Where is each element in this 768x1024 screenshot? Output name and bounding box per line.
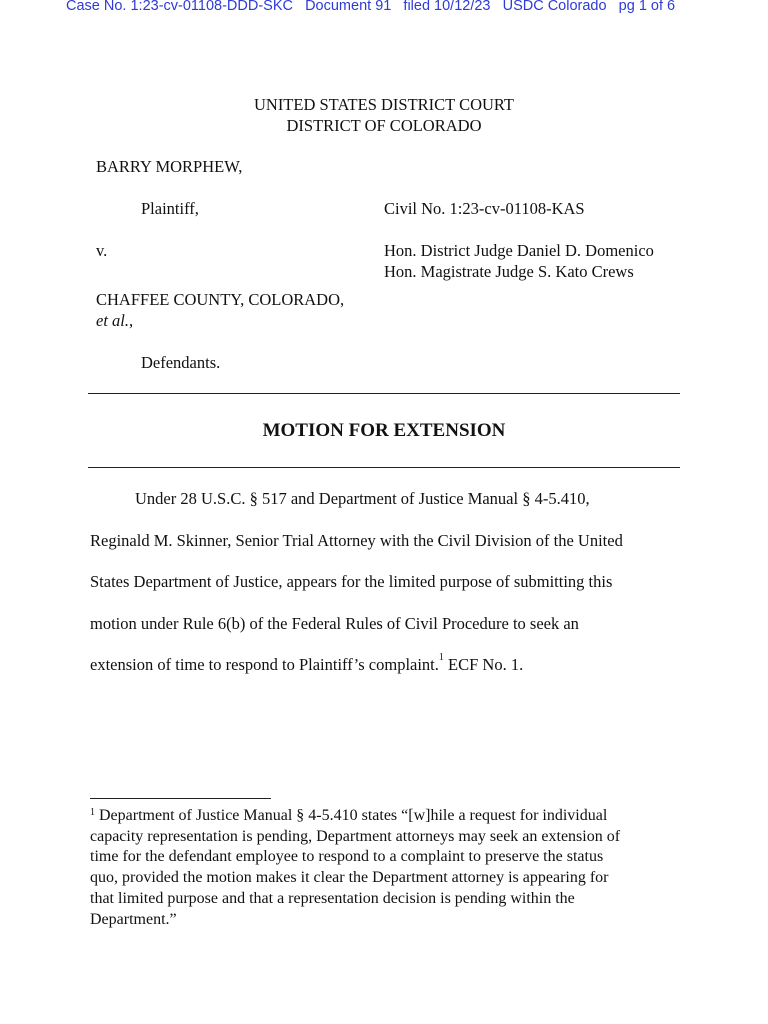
defendant-role: Defendants. (141, 353, 221, 372)
body-line-5-text: extension of time to respond to Plaintiff’s complaint. (90, 655, 439, 674)
defendant-name: CHAFFEE COUNTY, COLORADO, (96, 290, 345, 309)
versus: v. (96, 241, 108, 260)
civil-number: Civil No. 1:23-cv-01108-KAS (384, 199, 585, 218)
body-line-3: States Department of Justice, appears for the limited purpose of submitting this (90, 572, 613, 591)
case-number: Case No. 1:23-cv-01108-DDD-SKC (66, 0, 293, 14)
body-line-2: Reginald M. Skinner, Senior Trial Attorney with the Civil Division of the United (90, 531, 623, 550)
footnote-separator (90, 798, 271, 799)
footnote-line-1 (90, 806, 690, 827)
et-al-italic: et al. (96, 311, 129, 330)
magistrate-judge: Hon. Magistrate Judge S. Kato Crews (384, 262, 634, 281)
footnote-line-3: time for the defendant employee to respond to a complaint to preserve the status (90, 848, 604, 866)
court-short-name: USDC Colorado (502, 0, 607, 14)
footnote-reference[interactable]: 1 (438, 652, 444, 663)
plaintiff-name: BARRY MORPHEW, (96, 157, 243, 176)
body-line-4: motion under Rule 6(b) of the Federal Rules of Civil Procedure to seek an (90, 614, 579, 633)
footnote-marker: 1 (90, 807, 95, 818)
defendant-et-al (96, 310, 133, 331)
et-al-comma: , (129, 311, 134, 330)
caption-divider-top (88, 393, 680, 394)
footnote-line-6: Department.” (90, 910, 177, 928)
footnote-line-4: quo, provided the motion makes it clear the Department attorney is appearing for (90, 869, 609, 887)
court-name: UNITED STATES DISTRICT COURT (253, 95, 514, 114)
document-number: Document 91 (305, 0, 392, 14)
court-district: DISTRICT OF COLORADO (286, 116, 482, 135)
caption-divider-bottom (88, 467, 680, 468)
footnote-line-5: that limited purpose and that a representation decision is pending within the (90, 889, 575, 907)
court-heading (0, 94, 768, 136)
ecf-citation: ECF No. 1. (448, 655, 524, 674)
ecf-header-stamp (66, 0, 706, 14)
body-line-5 (90, 652, 524, 675)
footnote-text-1: Department of Justice Manual § 4-5.410 states “[w]hile a request for individual (99, 807, 608, 824)
page-count: pg 1 of 6 (618, 0, 676, 14)
plaintiff-role: Plaintiff, (141, 199, 199, 218)
filed-date: filed 10/12/23 (403, 0, 491, 14)
body-line-1: Under 28 U.S.C. § 517 and Department of Justice Manual § 4-5.410, (135, 489, 590, 508)
footnote-line-2: capacity representation is pending, Department attorneys may seek an extension of (90, 827, 621, 845)
motion-title: MOTION FOR EXTENSION (262, 420, 506, 441)
footnote (90, 806, 690, 930)
district-judge: Hon. District Judge Daniel D. Domenico (384, 241, 654, 260)
